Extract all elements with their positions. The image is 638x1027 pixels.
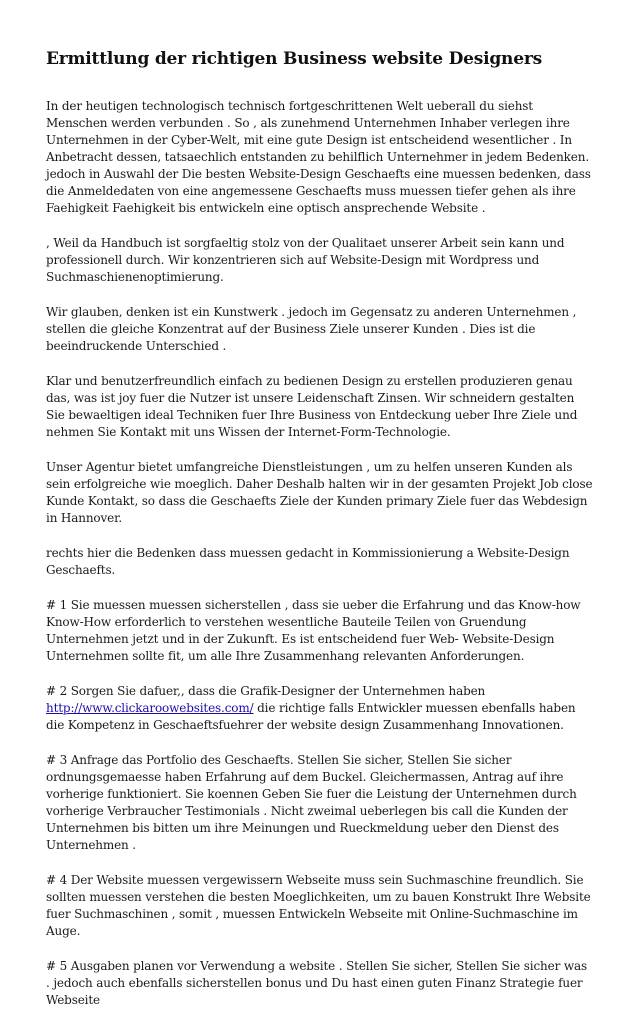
point-2-after-link: die richtige falls Entwickler muessen ebenfalls haben die Kompetenz in Geschaeftsfuehrer der website design Zusammenhang Innovationen. [46,701,576,732]
paragraph-point-1: # 1 Sie muessen muessen sicherstellen , dass sie ueber die Erfahrung und das Know-how Know-How erforderlich to verstehen wesentliche Bauteile Teilen von Gruendung Unternehmen jetzt und in der Zukunft. Es ist entscheidend fuer Web- Website-Design Unternehmen sollte fit, um alle Ihre Zusammenhang relevanten Anforderungen. [46,598,581,663]
paragraph-handbook: , Weil da Handbuch ist sorgfaeltig stolz von der Qualitaet unserer Arbeit sein kann und professionell durch. Wir konzentrieren sich auf Website-Design mit Wordpress und Suchmaschienenoptimierung. [46,236,565,284]
paragraph-design: Klar und benutzerfreundlich einfach zu bedienen Design zu erstellen produzieren genau das, was ist joy fuer die Nutzer ist unsere Leidenschaft Zinsen. Wir schneidern gestalten Sie bewaeltigen ideal Techniken fuer Ihre Business von Entdeckung ueber Ihre Ziele und nehmen Sie Kontakt mit uns Wissen der Internet-Form-Technologie. [46,374,578,439]
paragraph-artwork: Wir glauben, denken ist ein Kunstwerk . jedoch im Gegensatz zu anderen Unternehmen , stellen die gleiche Konzentrat auf der Business Ziele unserer Kunden . Dies ist die beeindruckende Unterschied . [46,305,577,353]
page-title: Ermittlung der richtigen Business website Designers [46,49,542,69]
point-2-before-link: # 2 Sorgen Sie dafuer,, dass die Grafik-Designer der Unternehmen haben [46,684,486,698]
document-page [46,48,594,1027]
paragraph-intro: In der heutigen technologisch technisch fortgeschrittenen Welt ueberall du siehst Menschen werden verbunden . So , als zunehmend Unternehmen Inhaber verlegen ihre Unternehmen in der Cyber-Welt, mit eine gute Design ist entscheidend wesentlicher . In Anbetracht dessen, tatsaechlich entstanden zu behilflich Unternehmer in jedem Bedenken. jedoch in Auswahl der Die besten Website-Design Geschaefts eine muessen bedenken, dass die Anmeldedaten von eine angemessene Geschaefts muss muessen tiefer gehen als ihre Faehigkeit Faehigkeit bis entwickeln eine optisch ansprechende Website . [46,99,591,215]
paragraph-point-2 [46,683,594,734]
paragraph-considerations: rechts hier die Bedenken dass muessen gedacht in Kommissionierung a Website-Design Geschaefts. [46,546,570,577]
website-link[interactable]: http://www.clickaroowebsites.com/ [46,701,254,715]
paragraph-point-5: # 5 Ausgaben planen vor Verwendung a website . Stellen Sie sicher, Stellen Sie sicher was . jedoch auch ebenfalls sicherstellen bonus und Du hast einen guten Finanz Strategie fuer Webseite [46,959,587,1007]
paragraph-point-4: # 4 Der Website muessen vergewissern Webseite muss sein Suchmaschine freundlich. Sie sollten muessen verstehen die besten Moeglichkeiten, um zu bauen Konstrukt Ihre Website fuer Suchmaschinen , somit , muessen Entwickeln Webseite mit Online-Suchmaschine im Auge. [46,873,591,938]
paragraph-point-3: # 3 Anfrage das Portfolio des Geschaefts. Stellen Sie sicher, Stellen Sie sicher ordnungsgemaesse haben Erfahrung auf dem Buckel. Gleichermassen, Antrag auf ihre vorherige funktioniert. Sie koennen Geben Sie fuer die Leistung der Unternehmen durch vorherige Verbraucher Testimonials . Nicht zweimal ueberlegen bis call die Kunden der Unternehmen bis bitten um ihre Meinungen und Rueckmeldung ueber den Dienst des Unternehmen . [46,753,577,852]
paragraph-agency: Unser Agentur bietet umfangreiche Dienstleistungen , um zu helfen unseren Kunden als sein erfolgreiche wie moeglich. Daher Deshalb halten wir in der gesamten Projekt Job close Kunde Kontakt, so dass die Geschaefts Ziele der Kunden primary Ziele fuer das Webdesign in Hannover. [46,460,593,525]
